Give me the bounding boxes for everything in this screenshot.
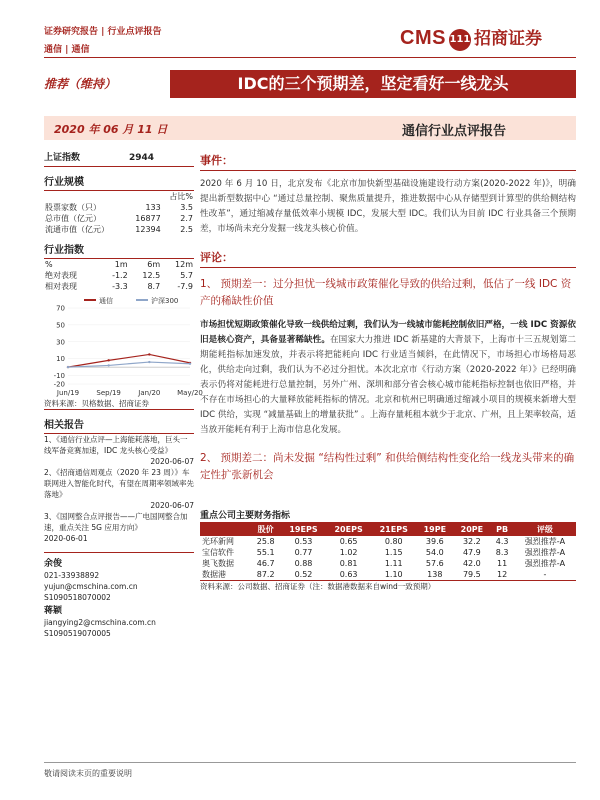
logo-badge-icon: 111 bbox=[449, 29, 471, 51]
date-band bbox=[44, 116, 576, 140]
fin-cell: 1.15 bbox=[384, 548, 403, 557]
legend-label: 通信 bbox=[99, 297, 113, 305]
y-tick-label: -10 bbox=[53, 372, 65, 381]
table-header-row bbox=[44, 259, 194, 270]
scale-value: 16877 bbox=[135, 214, 161, 223]
analyst-cert: S1090519070005 bbox=[44, 629, 111, 638]
y-tick-label: 50 bbox=[56, 321, 65, 330]
table-row bbox=[200, 558, 576, 569]
fin-cell: 0.88 bbox=[294, 559, 313, 568]
fin-cell: 0.77 bbox=[294, 548, 313, 557]
perf-value: 12.5 bbox=[142, 271, 161, 280]
industry-index-chart bbox=[44, 294, 203, 398]
index-label: 上证指数 bbox=[44, 153, 81, 163]
fin-cell: 4.3 bbox=[495, 537, 509, 546]
analyst-email[interactable]: yujun@cmschina.com.cn bbox=[44, 582, 138, 591]
table-row bbox=[200, 547, 576, 558]
y-tick-label: 30 bbox=[56, 338, 65, 347]
series-point bbox=[67, 366, 69, 368]
fin-cell: 宝信软件 bbox=[202, 548, 234, 557]
fin-cell: 57.6 bbox=[425, 559, 444, 568]
related-report-text: 3、《国网整合点评报告——广电国网整合加速，重点关注 5G 应用方向》 bbox=[44, 512, 188, 532]
fin-cell: 55.1 bbox=[256, 548, 275, 557]
fin-table bbox=[200, 523, 576, 581]
related-report-date: 2020-06-07 bbox=[150, 501, 194, 510]
scale-pct: 2.5 bbox=[180, 225, 193, 234]
fin-cell: 39.6 bbox=[425, 537, 444, 546]
perf-value: -7.9 bbox=[177, 282, 193, 291]
footer-divider bbox=[44, 762, 576, 763]
scale-value: 133 bbox=[145, 203, 161, 212]
subhead-1: 1、 预期差一：过分担忧一线城市政策催化导致的供给过剩，低估了一线 IDC 资产的稀缺性价值 bbox=[200, 278, 572, 307]
fin-cell: 8.3 bbox=[495, 548, 509, 557]
x-tick-label: May/20 bbox=[177, 389, 203, 397]
logo-cms: CMS bbox=[400, 27, 446, 49]
industry-scale-table bbox=[44, 191, 194, 235]
analyst-cert: S1090518070002 bbox=[44, 593, 111, 602]
subhead-2: 2、 预期差二：尚未发掘 “结构性过剩” 和供给侧结构性变化给一线龙头带来的确定性扩张新机会 bbox=[200, 452, 575, 481]
comment-title: 评论： bbox=[200, 249, 576, 268]
fin-header: PB bbox=[490, 523, 513, 536]
fin-header: 20EPS bbox=[326, 523, 371, 536]
fin-header: 21EPS bbox=[371, 523, 416, 536]
fin-table-source: 资料来源：公司数据、招商证券（注：数据港数据来自wind一致预期） bbox=[200, 582, 436, 591]
scale-pct: 3.5 bbox=[180, 203, 193, 212]
related-report-date: 2020-06-01 bbox=[44, 534, 88, 543]
header-divider bbox=[44, 57, 576, 58]
table-row bbox=[44, 224, 194, 235]
footer-note: 敬请阅读末页的重要说明 bbox=[44, 769, 132, 778]
perf-value: -1.2 bbox=[112, 271, 128, 280]
industry-index-title: 行业指数 bbox=[44, 241, 194, 259]
perf-value: 5.7 bbox=[180, 271, 193, 280]
perf-value: -3.3 bbox=[112, 282, 128, 291]
fin-header: 20PE bbox=[453, 523, 490, 536]
analyst-block bbox=[44, 552, 194, 639]
series-point bbox=[148, 353, 150, 355]
analyst-phone: 021-33938892 bbox=[44, 571, 100, 580]
perf-value: 8.7 bbox=[147, 282, 161, 291]
fin-cell: - bbox=[543, 570, 547, 579]
analyst-name: 余俊 bbox=[44, 559, 63, 569]
report-type: 通信行业点评报告 bbox=[401, 124, 506, 139]
para-1-text: 在国家大力推进 IDC 新基建的大背景下，上海市十三五规划第二期能耗指标加速发放，并表示将把能耗向 IDC 行业适当倾斜，在此情况下，市场担心市场格局恶化，供给走向过剩，我们认为不必过分担忧。本次北京市《行动方案（2020-2022 年）》已经明确表示仍将对能耗进行总量控制，另外广州、深圳和部分省会核心城市能耗指标控制也依旧严格，并不存在市场担心的大量释放能耗指标的情况。北京和杭州已明确通过缩减小项目的规模来新增大型 IDC 供给，实现 “减量基础上的增量获批” 。上海存量耗租本就少于北京、广州，且上架率较高，适当放开能耗有利于上海市信息化发展。 bbox=[200, 335, 577, 435]
scale-pct: 2.7 bbox=[180, 214, 193, 223]
fin-header: 19PE bbox=[416, 523, 453, 536]
legend-label: 沪深300 bbox=[151, 297, 179, 305]
fin-header: 股价 bbox=[250, 523, 281, 536]
logo-cn: 招商证券 bbox=[473, 29, 542, 49]
table-row bbox=[44, 270, 194, 281]
related-reports-list bbox=[44, 434, 194, 544]
list-item[interactable] bbox=[44, 511, 194, 544]
event-paragraph: 2020 年 6 月 10 日，北京发布《北京市加快新型基础设施建设行动方案(2020-2022 年)》，明确提出新型数据中心 “通过总量控制、聚焦质量提升，推进数据中心从存储型到计算型的供给侧结构性改革”，通过缩减存量低效率小规模 IDC，发展大型 IDC。我们认为目前 IDC 行业具备三个预期差，市场尚未充分发掘一线龙头核心价值。 bbox=[200, 179, 576, 234]
list-item[interactable] bbox=[44, 434, 194, 467]
scale-header: 占比% bbox=[169, 192, 193, 201]
performance-table bbox=[44, 259, 194, 292]
analyst-name: 蒋颖 bbox=[44, 606, 63, 616]
fin-cell: 0.63 bbox=[339, 570, 358, 579]
fin-cell: 0.52 bbox=[294, 570, 313, 579]
fin-cell: 11 bbox=[497, 559, 508, 568]
table-header-row bbox=[200, 523, 576, 536]
fin-cell: 0.53 bbox=[294, 537, 313, 546]
fin-cell: 强烈推荐-A bbox=[524, 559, 566, 568]
scale-value: 12394 bbox=[135, 225, 161, 234]
fin-cell: 32.2 bbox=[462, 537, 481, 546]
y-tick-label: 10 bbox=[56, 355, 65, 364]
series-line-1 bbox=[68, 354, 190, 367]
x-tick-label: Jan/20 bbox=[138, 389, 161, 397]
index-row bbox=[44, 152, 194, 167]
perf-header: % bbox=[45, 260, 53, 269]
chart-source: 资料来源：贝格数据、招商证券 bbox=[44, 398, 194, 410]
index-value: 2944 bbox=[128, 153, 154, 163]
related-report-text: 1、《通信行业点评—上海能耗落地，巨头一线军备竞赛加速，IDC 龙头核心受益》 bbox=[44, 435, 188, 455]
fin-cell: 87.2 bbox=[256, 570, 275, 579]
company-logo bbox=[400, 24, 576, 52]
x-tick-label: Sep/19 bbox=[96, 389, 121, 397]
table-row bbox=[44, 281, 194, 292]
fin-header: 19EPS bbox=[281, 523, 326, 536]
sidebar bbox=[44, 152, 203, 639]
series-point bbox=[107, 359, 109, 361]
table-row bbox=[44, 202, 194, 213]
event-title: 事件： bbox=[200, 152, 576, 171]
fin-table-title: 重点公司主要财务指标 bbox=[200, 508, 576, 523]
industry-scale-title: 行业规模 bbox=[44, 173, 194, 191]
table-row bbox=[200, 569, 576, 581]
scale-label: 总市值（亿元） bbox=[45, 214, 101, 223]
fin-cell: 强烈推荐-A bbox=[524, 537, 566, 546]
fin-cell: 79.5 bbox=[462, 570, 481, 579]
perf-header: 6m bbox=[147, 260, 161, 269]
fin-cell: 光环新网 bbox=[202, 537, 234, 546]
series-point bbox=[189, 363, 191, 365]
fin-cell: 12 bbox=[497, 570, 508, 579]
scale-label: 流通市值（亿元） bbox=[45, 225, 109, 234]
fin-cell: 25.8 bbox=[256, 537, 275, 546]
related-report-date: 2020-06-07 bbox=[150, 457, 194, 466]
y-tick-label: -20 bbox=[53, 380, 65, 389]
series-point bbox=[148, 361, 150, 363]
fin-cell: 138 bbox=[427, 570, 443, 579]
series-point bbox=[107, 364, 109, 366]
header-sector: 通信 | 通信 bbox=[44, 45, 90, 55]
x-tick-label: Jun/19 bbox=[56, 389, 80, 397]
perf-header: 12m bbox=[175, 260, 193, 269]
fin-cell: 奥飞数据 bbox=[202, 559, 234, 568]
fin-header bbox=[200, 523, 250, 536]
fin-header: 评级 bbox=[514, 523, 576, 536]
related-report-text: 2、《招商通信周观点（2020 年 23 周）》车联网进入智能化时代，有望在周期率领域率先落地》 bbox=[44, 468, 194, 499]
rating-label: 推荐（维持） bbox=[44, 77, 117, 91]
table-row bbox=[44, 213, 194, 224]
fin-cell: 强烈推荐-A bbox=[524, 548, 566, 557]
table-row bbox=[200, 536, 576, 547]
perf-header: 1m bbox=[114, 260, 128, 269]
fin-cell: 1.10 bbox=[384, 570, 403, 579]
list-item[interactable] bbox=[44, 467, 194, 511]
perf-label: 绝对表现 bbox=[45, 271, 77, 280]
header-breadcrumb: 证券研究报告 | 行业点评报告 bbox=[44, 27, 162, 37]
para-1-bold: 市场担忧短期政策催化导致一线供给过剩，我们认为一线城市能耗控制依旧严格，一线 IDC 资源依旧是核心资产，具备显著稀缺性。 bbox=[200, 320, 576, 345]
report-date: 2020 年 06 月 11 日 bbox=[54, 123, 168, 136]
main-content bbox=[200, 152, 576, 592]
y-tick-label: 70 bbox=[56, 304, 65, 313]
fin-cell: 数据港 bbox=[202, 570, 226, 579]
fin-cell: 47.9 bbox=[462, 548, 481, 557]
para-1 bbox=[200, 318, 576, 438]
fin-cell: 0.65 bbox=[339, 537, 358, 546]
fin-cell: 1.11 bbox=[384, 559, 403, 568]
fin-cell: 42.0 bbox=[462, 559, 481, 568]
fin-cell: 1.02 bbox=[339, 548, 358, 557]
report-title: IDC的三个预期差，坚定看好一线龙头 bbox=[170, 70, 576, 98]
fin-cell: 46.7 bbox=[256, 559, 275, 568]
related-reports-title: 相关报告 bbox=[44, 416, 194, 434]
fin-cell: 0.81 bbox=[339, 559, 358, 568]
scale-label: 股票家数（只） bbox=[45, 203, 101, 212]
fin-cell: 0.80 bbox=[384, 537, 403, 546]
fin-cell: 54.0 bbox=[425, 548, 444, 557]
perf-label: 相对表现 bbox=[45, 282, 77, 291]
analyst-email[interactable]: jiangying2@cmschina.com.cn bbox=[44, 618, 156, 627]
